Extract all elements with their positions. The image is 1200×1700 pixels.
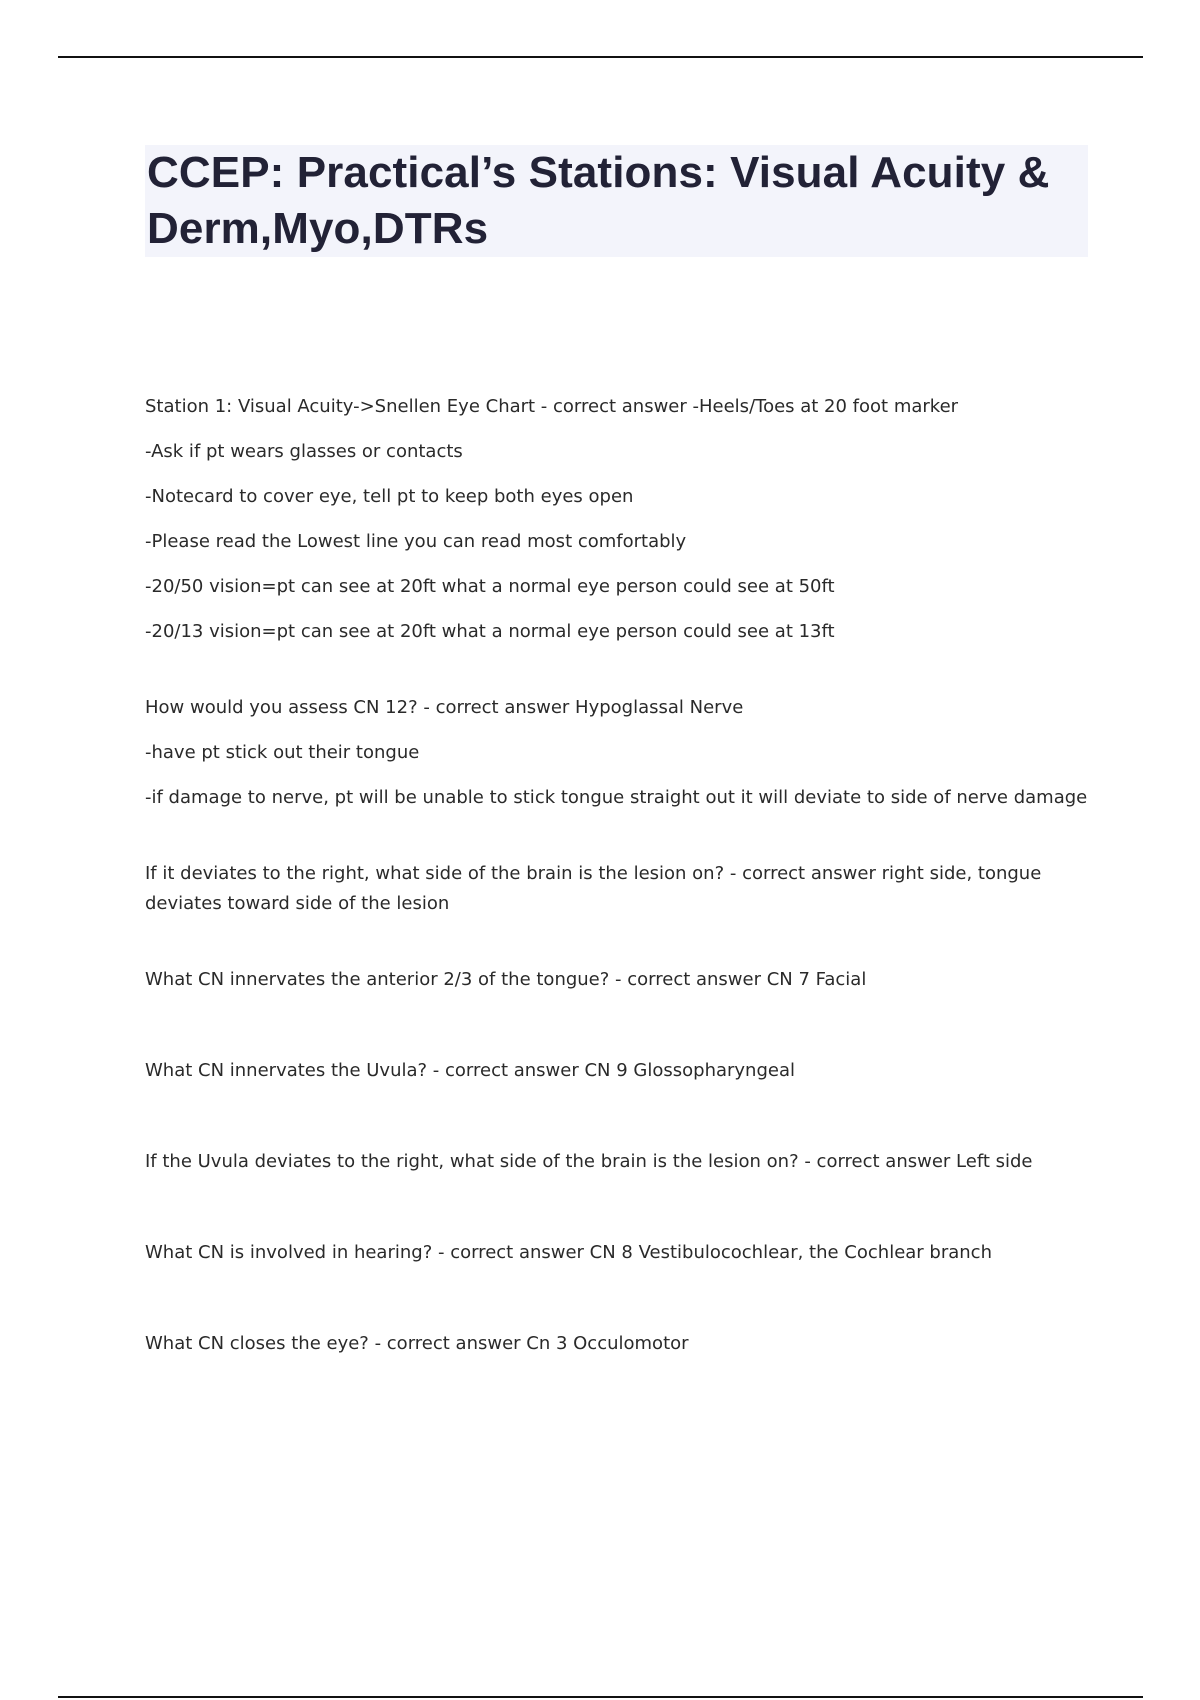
qa-entry-3	[145, 859, 1090, 919]
question-text: What CN innervates the anterior 2/3 of the tongue? - correct answer CN 7 Facial	[145, 969, 867, 990]
detail-line: -if damage to nerve, pt will be unable to stick tongue straight out it will deviate to side of nerve damage	[145, 787, 1088, 808]
qa-entry-4	[145, 965, 1090, 995]
question-text: If the Uvula deviates to the right, what side of the brain is the lesion on? - correct answer Left side	[145, 1151, 1033, 1172]
detail-line: -20/50 vision=pt can see at 20ft what a normal eye person could see at 50ft	[145, 576, 835, 597]
qa-entry-7	[145, 1238, 1090, 1268]
title-highlight	[145, 145, 1088, 257]
detail-line: -Ask if pt wears glasses or contacts	[145, 441, 463, 462]
detail-line: -20/13 vision=pt can see at 20ft what a normal eye person could see at 13ft	[145, 621, 835, 642]
top-divider	[58, 56, 1143, 58]
qa-entry-1	[145, 392, 1090, 647]
detail-line: -Please read the Lowest line you can read most comfortably	[145, 531, 687, 552]
page-title: CCEP: Practical’s Stations: Visual Acuity & Derm,Myo,DTRs	[147, 148, 1050, 253]
qa-entry-6	[145, 1147, 1090, 1177]
qa-entry-8	[145, 1329, 1090, 1359]
question-text: How would you assess CN 12? - correct answer Hypoglassal Nerve	[145, 697, 744, 718]
qa-entry-5	[145, 1056, 1090, 1086]
qa-entry-2	[145, 693, 1090, 813]
question-text: If it deviates to the right, what side of the brain is the lesion on? - correct answer right side, tongue deviates toward side of the lesion	[145, 863, 1042, 914]
detail-line: -have pt stick out their tongue	[145, 742, 420, 763]
question-text: Station 1: Visual Acuity->Snellen Eye Chart - correct answer -Heels/Toes at 20 foot marker	[145, 396, 959, 417]
question-text: What CN closes the eye? - correct answer Cn 3 Occulomotor	[145, 1333, 689, 1354]
question-text: What CN is involved in hearing? - correct answer CN 8 Vestibulocochlear, the Cochlear branch	[145, 1242, 992, 1263]
document-body	[145, 392, 1090, 1420]
question-text: What CN innervates the Uvula? - correct answer CN 9 Glossopharyngeal	[145, 1060, 795, 1081]
detail-line: -Notecard to cover eye, tell pt to keep both eyes open	[145, 486, 634, 507]
bottom-divider	[58, 1696, 1143, 1698]
